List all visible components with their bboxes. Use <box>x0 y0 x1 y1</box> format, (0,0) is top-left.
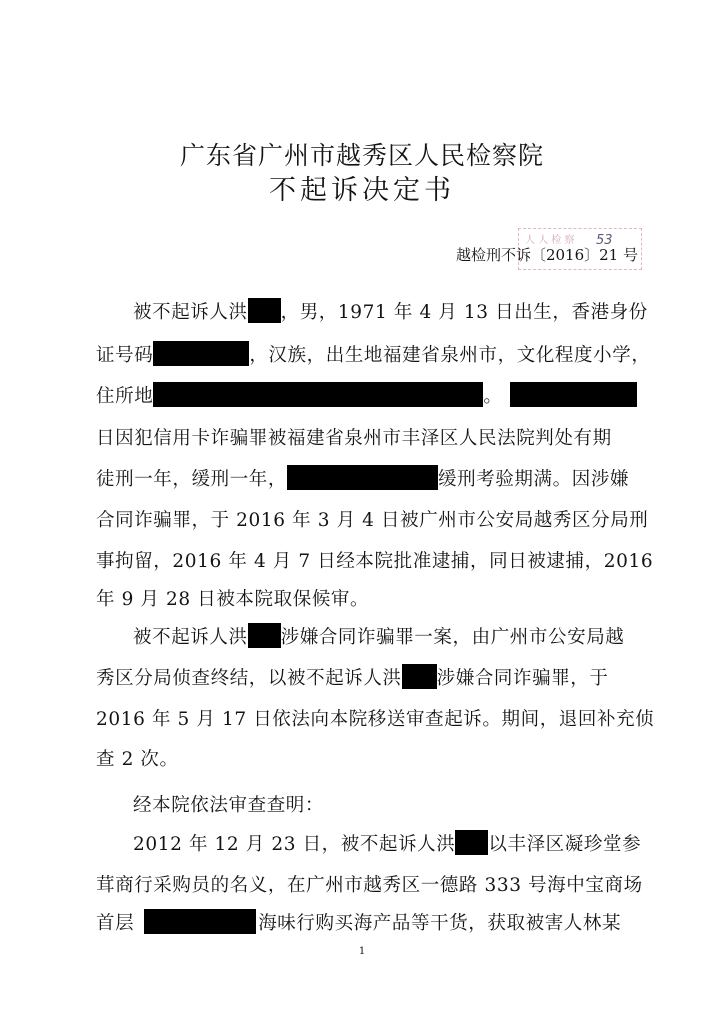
text-line: 徒刑一年，缓刑一年， 缓刑考验期满。因涉嫌 <box>96 464 636 496</box>
redaction-box <box>402 664 437 689</box>
org-title: 广东省广州市越秀区人民检察院 <box>179 141 544 170</box>
document-number: 越检刑不诉〔2016〕21 号 <box>455 246 638 264</box>
text-line: 2012 年 12 月 23 日，被不起诉人洪 以丰泽区凝珍堂参 <box>96 829 673 861</box>
stamp-text: 人 人 检 察 <box>525 235 575 246</box>
text-line: 证号码 ，汉族，出生地福建省泉州市，文化程度小学， <box>96 340 636 372</box>
text-line: 住所地 。 <box>96 381 636 413</box>
redaction-box <box>455 830 488 855</box>
text-line: 茸商行采购员的名义，在广州市越秀区一德路 333 号海中宝商场 <box>96 875 643 896</box>
redaction-box <box>248 623 281 648</box>
text-line: 被不起诉人洪 ，男，1971 年 4 月 13 日出生，香港身份 <box>96 297 673 329</box>
doc-type-title: 不起诉决定书 <box>269 175 455 206</box>
redaction-box <box>248 298 281 323</box>
redaction-box <box>144 909 256 934</box>
text-line: 事拘留，2016 年 4 月 7 日经本院批准逮捕，同日被逮捕，2016 <box>96 551 654 572</box>
text-line: 年 9 月 28 日被本院取保候审。 <box>96 589 370 610</box>
handwritten-number: 53 <box>596 233 613 248</box>
redaction-box <box>153 341 249 366</box>
redaction-box <box>510 382 637 407</box>
text-line: 合同诈骗罪，于 2016 年 3 月 4 日被广州市公安局越秀区分局刑 <box>96 510 649 531</box>
redaction-box <box>287 465 438 490</box>
text-line: 查 2 次。 <box>96 749 179 770</box>
text-line: 被不起诉人洪 涉嫌合同诈骗罪一案，由广州市公安局越 <box>96 622 673 654</box>
text-line: 经本院依法审查查明： <box>133 795 325 816</box>
text-line: 2016 年 5 月 17 日依法向本院移送审查起诉。期间，退回补充侦 <box>96 709 655 730</box>
page-number: 1 <box>358 946 366 957</box>
redaction-box <box>153 382 483 407</box>
text-line: 首层 海味行购买海产品等干货，获取被害人林某 <box>96 908 636 940</box>
text-line: 秀区分局侦查终结，以被不起诉人洪 涉嫌合同诈骗罪，于 <box>96 663 636 695</box>
text-line: 日因犯信用卡诈骗罪被福建省泉州市丰泽区人民法院判处有期 <box>96 428 612 449</box>
